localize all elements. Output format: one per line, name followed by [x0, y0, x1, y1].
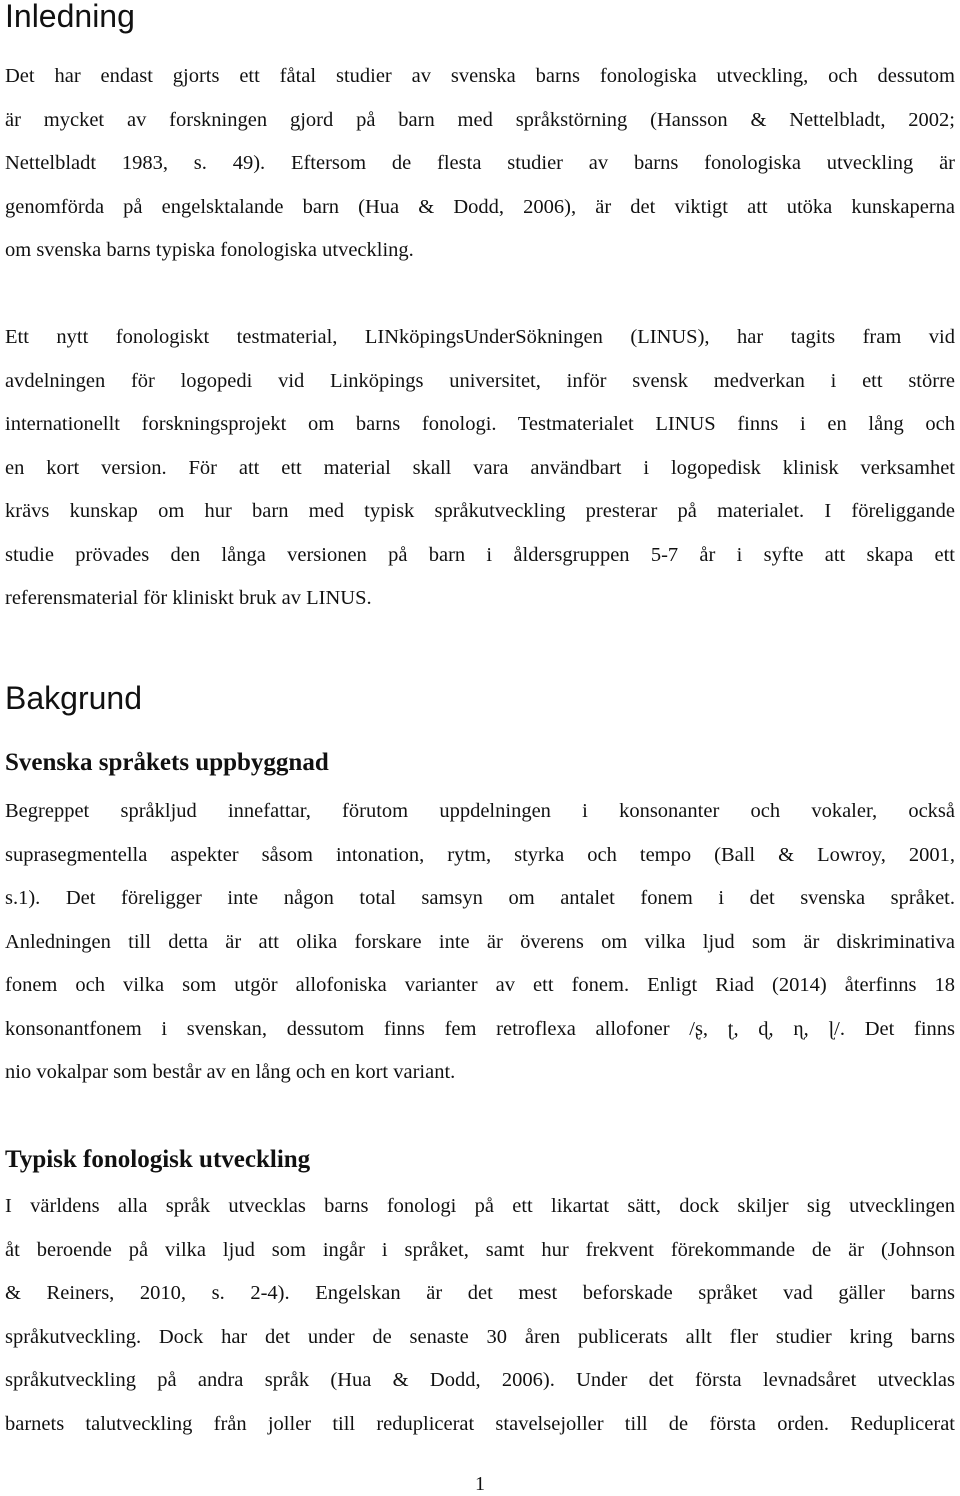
text-line: Nettelbladt 1983, s. 49). Eftersom de flesta studier av barns fonologiska utveckling är — [5, 152, 955, 174]
paragraph-inledning-2 — [5, 316, 955, 621]
text-line: genomförda på engelsktalande barn (Hua & Dodd, 2006), är det viktigt att utöka kunskaperna — [5, 195, 955, 218]
text-line: Anledningen till detta är att olika forskare inte är överens om vilka ljud som är diskriminativa — [5, 930, 955, 953]
text-line: suprasegmentella aspekter såsom intonation, rytm, styrka och tempo (Ball & Lowroy, 2001, — [5, 843, 955, 866]
text-line: fonem och vilka som utgör allofoniska varianter av ett fonem. Enligt Riad (2014) återfinns 18 — [5, 974, 955, 996]
text-line: avdelningen för logopedi vid Linköpings universitet, inför svensk medverkan i ett större — [5, 369, 955, 392]
paragraph-svenska-sprakets-uppbyggnad — [5, 790, 955, 1095]
text-line: & Reiners, 2010, s. 2-4). Engelskan är det mest beforskade språket vad gäller barns — [5, 1282, 955, 1304]
document-page — [5, 0, 955, 1496]
text-line: referensmaterial för kliniskt bruk av LINUS. — [5, 587, 372, 609]
text-line: åt beroende på vilka ljud som ingår i språket, samt hur frekvent förekommande de är (Johnson — [5, 1238, 955, 1261]
text-line: språkutveckling på andra språk (Hua & Dodd, 2006). Under det första levnadsåret utvecklas — [5, 1369, 955, 1391]
text-line: I världens alla språk utvecklas barns fonologi på ett likartat sätt, dock skiljer sig utvecklingen — [5, 1195, 955, 1217]
heading-inledning: Inledning — [5, 0, 135, 34]
text-line: krävs kunskap om hur barn med typisk språkutveckling presterar på materialet. I föreliggande — [5, 500, 955, 522]
page-number: 1 — [475, 1473, 485, 1495]
text-line: Begreppet språkljud innefattar, förutom uppdelningen i konsonanter och vokaler, också — [5, 800, 955, 822]
paragraph-typisk-fonologisk-utveckling — [5, 1185, 955, 1446]
text-line: barnets talutveckling från joller till reduplicerat stavelsejoller till de första orden. Reduplicerat — [5, 1412, 955, 1435]
text-line: en kort version. För att ett material skall vara användbart i logopedisk klinisk verksamhet — [5, 456, 955, 479]
heading-bakgrund: Bakgrund — [5, 680, 142, 716]
text-line: konsonantfonem i svenskan, dessutom finns fem retroflexa allofoner /ʂ, ʈ, ɖ, ɳ, ɭ/. Det finns — [5, 1017, 955, 1040]
text-line: språkutveckling. Dock har det under de senaste 30 åren publicerats allt fler studier kring barns — [5, 1325, 955, 1348]
text-line: om svenska barns typiska fonologiska utveckling. — [5, 239, 414, 261]
paragraph-inledning-1 — [5, 55, 955, 273]
text-line: s.1). Det föreligger inte någon total samsyn om antalet fonem i det svenska språket. — [5, 887, 955, 909]
text-line: studie prövades den långa versionen på barn i åldersgruppen 5-7 år i syfte att skapa ett — [5, 543, 955, 566]
subheading-svenska-sprakets-uppbyggnad: Svenska språkets uppbyggnad — [5, 749, 329, 776]
text-line: internationellt forskningsprojekt om barns fonologi. Testmaterialet LINUS finns i en lång och — [5, 413, 955, 435]
subheading-typisk-fonologisk-utveckling: Typisk fonologisk utveckling — [5, 1146, 311, 1173]
text-line: Det har endast gjorts ett fåtal studier av svenska barns fonologiska utveckling, och dessutom — [5, 65, 955, 87]
text-line: nio vokalpar som består av en lång och en kort variant. — [5, 1061, 456, 1083]
text-line: är mycket av forskningen gjord på barn med språkstörning (Hansson & Nettelbladt, 2002; — [5, 108, 955, 131]
text-line: Ett nytt fonologiskt testmaterial, LINköpingsUnderSökningen (LINUS), har tagits fram vid — [5, 326, 955, 348]
